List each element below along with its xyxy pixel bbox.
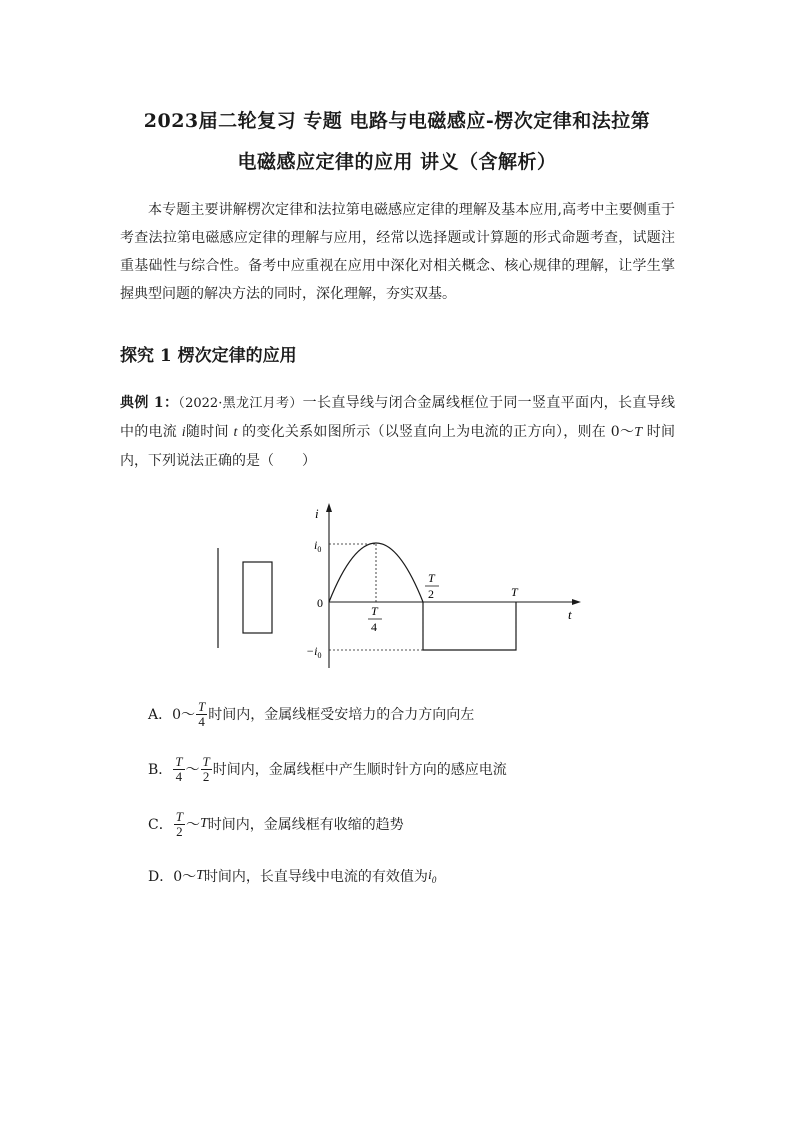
label-quarter-den: 4 xyxy=(371,620,377,634)
x-axis-arrow xyxy=(572,599,581,605)
option-b-fraction-2: $\frac{T}{2}$ xyxy=(202,753,210,784)
option-c-text: 时间内，金属线框有收缩的趋势 xyxy=(207,817,404,833)
option-c-fraction: $\frac{T}{2}$ xyxy=(175,808,183,839)
example-source: （2022·黑龙江月考） xyxy=(178,396,303,411)
example-var-t: t xyxy=(233,425,238,440)
option-d-answer-var: $i_0$ xyxy=(427,867,437,885)
option-a-fraction: $\frac{T}{4}$ xyxy=(198,698,206,729)
label-i: i xyxy=(315,506,319,521)
option-b-mid: ～ xyxy=(185,762,200,778)
option-a[interactable] xyxy=(148,694,474,734)
section-title: 探究 1 楞次定律的应用 xyxy=(120,346,297,366)
label-half-num: T xyxy=(428,571,435,585)
option-c[interactable] xyxy=(148,804,404,844)
metal-frame xyxy=(243,562,272,633)
label-i0: $i_0$ xyxy=(314,538,322,554)
option-d-var: T xyxy=(196,868,204,883)
label-zero: 0 xyxy=(317,596,323,610)
example-text-b: 随时间 xyxy=(185,424,234,440)
example-text-c: 的变化关系如图所示（以竖直向上为电流的正方向），则在 0～ xyxy=(237,424,635,440)
example-var-i: i xyxy=(181,425,186,440)
intro-paragraph: 本专题主要讲解楞次定律和法拉第电磁感应定律的理解及基本应用,高考中主要侧重于考查法拉第电磁感应定律的理解与应用，经常以选择题或计算题的形式命题考查，试题注重基础性与综合性。备考中应重视在应用中深化对相关概念、核心规律的理解，让学生掌握典型问题的解决方法的同时，深化理解，夯实双基。 xyxy=(120,202,675,302)
current-curve-negative xyxy=(423,602,516,650)
option-d-text: 时间内，长直导线中电流的有效值为 xyxy=(203,869,428,885)
example-question xyxy=(120,389,675,475)
y-axis-arrow xyxy=(326,503,332,512)
label-t: t xyxy=(568,607,572,622)
label-half-den: 2 xyxy=(428,587,434,601)
option-c-mid: ～ xyxy=(185,817,200,833)
option-d-prefix: D．0～ xyxy=(148,869,197,885)
current-time-figure xyxy=(205,498,605,668)
label-quarter-num: T xyxy=(371,604,378,618)
option-a-prefix: A．0～ xyxy=(148,707,196,723)
label-neg-i0: $-i_0$ xyxy=(306,644,322,660)
option-c-var: T xyxy=(199,816,208,831)
example-var-T: T xyxy=(634,425,643,440)
option-d[interactable] xyxy=(148,856,436,896)
example-label: 典例 1： xyxy=(120,395,179,411)
option-c-prefix: C． xyxy=(148,817,173,833)
option-b-text: 时间内，金属线框中产生顺时针方向的感应电流 xyxy=(212,762,507,778)
option-b-fraction-1: $\frac{T}{4}$ xyxy=(175,753,183,784)
option-a-text: 时间内，金属线框受安培力的合力方向向左 xyxy=(208,707,475,723)
example-text-a: 一长直导线与闭合金属线框位于同一竖直平面内，长直导线中的电流 xyxy=(120,395,675,440)
option-b[interactable] xyxy=(148,749,507,789)
title-line-1: 2023届二轮复习 专题 电路与电磁感应-楞次定律和法拉第 xyxy=(143,110,651,132)
label-T: T xyxy=(511,585,518,599)
option-b-prefix: B． xyxy=(148,762,173,778)
title-line-2: 电磁感应定律的应用 讲义（含解析） xyxy=(237,151,557,173)
example-text-d: 时间内，下列说法正确的是（ ） xyxy=(120,424,676,469)
